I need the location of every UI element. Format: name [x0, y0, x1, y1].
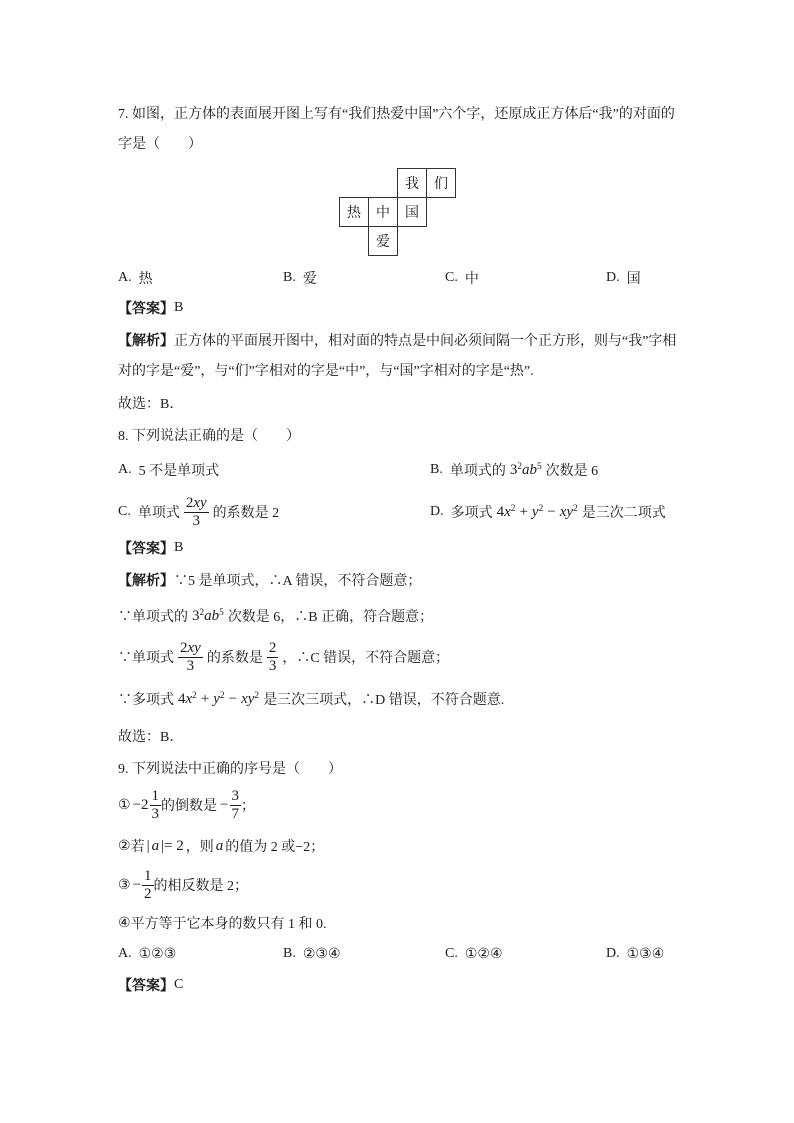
- analysis-text-post: 次数是 6，∴B 正确，符合题意；: [227, 610, 434, 625]
- option-text-pre: 单项式的: [449, 464, 506, 479]
- q9-statement-1: [118, 783, 255, 827]
- statement-text: 平方等于它本身的数只有 1 和 0.: [130, 917, 327, 932]
- term-coefficient: 4: [496, 503, 505, 520]
- net-cell-wo: 我: [397, 168, 427, 198]
- variables: ab: [522, 461, 537, 478]
- q7-conclusion: 故选：B．: [118, 397, 184, 412]
- term-variable: x: [504, 503, 511, 520]
- option-text: 5 不是单项式: [138, 464, 220, 479]
- fraction-numerator: 1: [151, 787, 160, 804]
- plus-operator: +: [519, 503, 528, 520]
- q8-analysis-line-4: [118, 689, 504, 709]
- answer-tag: 【答案】: [118, 979, 174, 994]
- fraction-denominator: 3: [186, 657, 195, 674]
- coefficient: 3: [192, 607, 200, 624]
- term-coefficient: 4: [178, 690, 186, 707]
- fraction-denominator: 3: [151, 805, 160, 822]
- statement-mark: ③: [118, 877, 131, 893]
- option-label: A.: [118, 270, 132, 285]
- term-variable: y: [213, 690, 220, 707]
- polynomial-expression: [497, 504, 578, 521]
- option-label: D.: [430, 504, 444, 519]
- option-text: 国: [626, 272, 641, 287]
- q7-answer: [118, 298, 183, 318]
- analysis-text: 正方体的平面展开图中，相对面的特点是中间必须间隔一个正方形，则与“我”字相: [174, 334, 677, 349]
- statement-text-mid: ，则: [185, 840, 214, 855]
- answer-value: B: [174, 540, 184, 555]
- term-variable: y: [531, 503, 539, 520]
- q7-analysis-line-2: 对的字是“爱”，与“们”字相对的字是“中”，与“国”字相对的字是“热”.: [118, 364, 534, 379]
- q8-analysis-line-1: [118, 570, 421, 590]
- term-exponent: 2: [254, 690, 260, 701]
- answer-tag: 【答案】: [118, 542, 174, 557]
- minus-operator: −: [547, 503, 556, 520]
- statement-text-post: 的相反数是 2；: [153, 879, 249, 894]
- option-label: C.: [445, 946, 458, 961]
- option-label: C.: [118, 504, 131, 519]
- plus-operator: +: [200, 690, 210, 707]
- option-text: 中: [464, 272, 479, 287]
- q8-answer: [118, 538, 183, 558]
- term-variable: x: [185, 690, 193, 707]
- q8-option-a: [118, 460, 219, 480]
- fraction-denominator: 2: [144, 885, 152, 902]
- option-text-post: 的系数是 2: [212, 506, 280, 521]
- fraction-1-over-2: [142, 868, 154, 903]
- monomial-expression: [510, 462, 542, 479]
- q7-option-c: [445, 268, 479, 288]
- monomial-expression: [192, 608, 224, 625]
- statement-text-mid: 的倒数是: [161, 799, 218, 814]
- fraction-denominator: 7: [231, 805, 239, 822]
- analysis-text-post: 是三次三项式，∴D 错误，不符合题意.: [263, 693, 505, 708]
- fraction-numerator: 3: [231, 787, 239, 804]
- fraction-2xy-over-3: [178, 640, 203, 675]
- analysis-text-pre: ∵单项式: [118, 651, 174, 666]
- exponent: 2: [199, 607, 205, 618]
- analysis-text: ∵5 是单项式，∴A 错误，不符合题意；: [174, 574, 422, 589]
- variable-a: a: [151, 837, 160, 854]
- exponent: 2: [517, 461, 522, 472]
- q7-option-b: [283, 268, 317, 288]
- q9-answer: [118, 975, 183, 995]
- q9-statement-3: [118, 863, 248, 907]
- option-label: B.: [283, 270, 296, 285]
- fraction-1-over-3: [150, 788, 162, 823]
- net-cell-guo: 国: [397, 197, 427, 227]
- net-cell-men: 们: [426, 168, 456, 198]
- statement-text-post: ；: [241, 799, 255, 814]
- fraction-numerator: 1: [144, 867, 152, 884]
- q9-statement-4: [118, 913, 327, 933]
- fraction-denominator: 3: [192, 512, 200, 529]
- fraction-numerator: [184, 495, 209, 513]
- q8-analysis-line-3: [118, 635, 449, 679]
- analysis-text-pre: ∵单项式的: [118, 610, 188, 625]
- fraction-2-over-3: [267, 640, 279, 675]
- statement-mark: ①: [118, 797, 131, 813]
- q7-option-d: [606, 268, 641, 288]
- q8-analysis-line-2: [118, 606, 433, 626]
- answer-value: B: [174, 300, 184, 315]
- analysis-text-pre: ∵多项式: [118, 693, 174, 708]
- statement-text-post: 的值为 2 或−2；: [225, 840, 325, 855]
- q9-stem: 9. 下列说法中正确的序号是（ ）: [118, 762, 342, 777]
- polynomial-expression: [178, 691, 259, 708]
- statement-text-pre: 若: [130, 840, 145, 855]
- q7-stem-line-2: 字是（ ）: [118, 137, 202, 152]
- fraction-2xy-over-3: [184, 495, 209, 530]
- statement-mark: ④: [118, 915, 131, 931]
- absolute-value-open: |: [146, 837, 150, 854]
- option-label: C.: [445, 270, 458, 285]
- minus-operator: −: [228, 690, 238, 707]
- exponent: 5: [537, 461, 542, 472]
- fraction-denominator: 3: [268, 657, 277, 674]
- option-text-pre: 单项式: [137, 506, 180, 521]
- q9-option-c: [445, 944, 503, 964]
- option-text: ①③④: [626, 946, 665, 962]
- q8-conclusion: 故选：B．: [118, 730, 184, 745]
- term-variable: xy: [241, 690, 255, 707]
- q9-statement-2: [118, 836, 324, 856]
- answer-tag: 【答案】: [118, 302, 174, 317]
- term-exponent: 2: [573, 503, 578, 514]
- q8-option-d: [430, 490, 666, 534]
- fraction-3-over-7: [230, 788, 242, 823]
- q8-option-c: [118, 490, 279, 534]
- option-text: ①②③: [138, 946, 177, 962]
- q7-analysis-line-1: [118, 330, 676, 350]
- option-label: A.: [118, 462, 132, 477]
- numerator-variables: xy: [187, 639, 201, 656]
- analysis-text-mid: 的系数是: [206, 651, 263, 666]
- term-exponent: 2: [538, 503, 544, 514]
- option-text-post: 次数是 6: [545, 464, 599, 479]
- option-text: ①②④: [464, 946, 503, 962]
- option-text: 热: [138, 272, 153, 287]
- minus-sign: −: [220, 796, 229, 813]
- fraction-numerator: 2: [268, 639, 277, 656]
- q8-option-b: [430, 460, 598, 480]
- answer-value: C: [174, 977, 184, 992]
- fraction-numerator: [178, 640, 203, 658]
- variables: ab: [204, 607, 220, 624]
- numerator-coefficient: 2: [180, 639, 188, 656]
- term-variable: xy: [559, 503, 574, 520]
- option-label: B.: [430, 462, 443, 477]
- term-exponent: 2: [510, 503, 516, 514]
- option-label: D.: [606, 270, 620, 285]
- coefficient: 3: [509, 461, 518, 478]
- variable-a: a: [215, 837, 224, 854]
- option-label: B.: [283, 946, 296, 961]
- q8-stem: 8. 下列说法正确的是（ ）: [118, 429, 300, 444]
- net-cell-zhong: 中: [368, 197, 398, 227]
- net-cell-ai: 爱: [368, 226, 398, 256]
- analysis-tag: 【解析】: [118, 574, 174, 589]
- q7-option-a: [118, 268, 153, 288]
- absolute-value-close: |= 2: [161, 837, 184, 854]
- minus-sign: −: [132, 876, 142, 893]
- q9-option-b: [283, 944, 341, 964]
- numerator-coefficient: 2: [185, 494, 194, 511]
- term-exponent: 2: [219, 690, 225, 701]
- analysis-tag: 【解析】: [118, 334, 174, 349]
- exponent: 5: [219, 607, 224, 618]
- cube-net-figure: [339, 168, 456, 256]
- net-cell-re: 热: [339, 197, 369, 227]
- option-label: A.: [118, 946, 132, 961]
- option-text-pre: 多项式: [450, 506, 493, 521]
- q9-option-d: [606, 944, 664, 964]
- q9-option-a: [118, 944, 176, 964]
- mixed-number-whole: −2: [132, 796, 149, 813]
- option-text: ②③④: [302, 946, 341, 962]
- statement-mark: ②: [118, 838, 131, 854]
- option-text-post: 是三次二项式: [581, 506, 666, 521]
- numerator-variables: xy: [193, 494, 207, 511]
- term-exponent: 2: [192, 690, 197, 701]
- option-label: D.: [606, 946, 620, 961]
- option-text: 爱: [302, 272, 317, 287]
- q7-stem-line-1: 7. 如图，正方体的表面展开图上写有“我们热爱中国”六个字，还原成正方体后“我”的对面的: [118, 107, 675, 122]
- analysis-text-post: ，∴C 错误，不符合题意；: [282, 651, 450, 666]
